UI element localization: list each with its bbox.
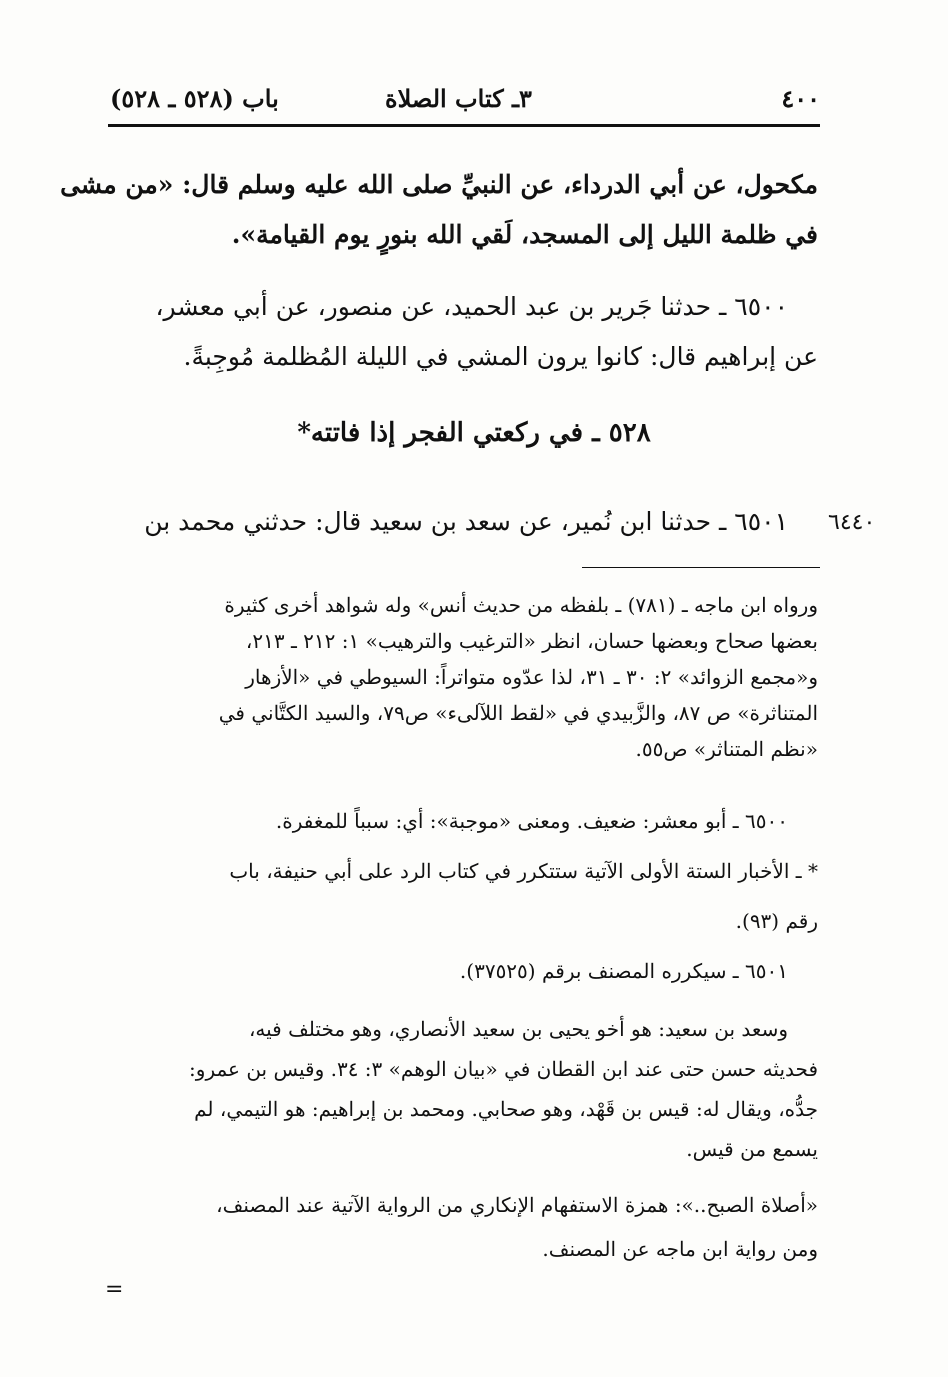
margin-number: ٦٤٤٠ [828,510,876,535]
main-line: في ظلمة الليل إلى المسجد، لَقي الله بنورٍ يوم القيامة». [231,220,818,249]
footnote-line: رقم (٩٣). [735,909,818,933]
footnote-line: ٦٥٠١ ـ سيكرره المصنف برقم (٣٧٥٢٥). [459,959,788,983]
page-number: ٤٠٠ [781,84,820,113]
chapter-heading: ٥٢٨ ـ في ركعتي الفجر إذا فاتته* [297,418,651,448]
hadith-6501-line: ٦٥٠١ ـ حدثنا ابن نُمير، عن سعد بن سعيد قال: حدثني محمد بن [144,507,788,536]
footnote-line: «نظم المتناثر» ص٥٥. [635,737,818,761]
chapter-range: باب (٥٢٨ ـ ٥٢٨) [110,84,279,113]
footnote-line: المتناثرة» ص ٨٧، والزَّبيدي في «لقط اللآلىء» ص٧٩، والسيد الكتَّاني في [218,701,818,725]
hadith-6500-line: عن إبراهيم قال: كانوا يرون المشي في الليلة المُظلمة مُوجِبةً. [183,342,818,371]
footnote-line: «أصلاة الصبح..»: همزة الاستفهام الإنكاري من الرواية الآتية عند المصنف، [216,1193,818,1217]
footnote-line: ومن رواية ابن ماجه عن المصنف. [542,1237,818,1261]
footnote-line: يسمع من قيس. [686,1137,818,1161]
footnote-line: وسعد بن سعيد: هو أخو يحيى بن سعيد الأنصاري، وهو مختلف فيه، [248,1017,788,1041]
running-title: ٣ـ كتاب الصلاة [385,84,532,113]
footnote-line: جدُّه، ويقال له: قيس بن قَهْد، وهو صحابي. ومحمد بن إبراهيم: هو التيمي، لم [194,1097,818,1121]
footnote-line: * ـ الأخبار الستة الأولى الآتية ستتكرر في كتاب الرد على أبي حنيفة، باب [229,859,818,883]
continuation-mark: = [105,1277,124,1302]
footnote-line: ٦٥٠٠ ـ أبو معشر: ضعيف. ومعنى «موجبة»: أي: سبباً للمغفرة. [275,809,788,833]
footnote-rule [582,567,820,568]
footnote-line: ورواه ابن ماجه ـ (٧٨١) ـ بلفظه من حديث أنس» وله شواهد أخرى كثيرة [224,593,818,617]
footnote-line: بعضها صحاح وبعضها حسان، انظر «الترغيب والترهيب» ١: ٢١٢ ـ ٢١٣، [245,629,818,653]
hadith-6500-line: ٦٥٠٠ ـ حدثنا جَرير بن عبد الحميد، عن منصور، عن أبي معشر، [155,292,788,321]
footnote-line: و«مجمع الزوائد» ٢: ٣٠ ـ ٣١، لذا عدّوه متواتراً: السيوطي في «الأزهار [245,665,818,689]
footnote-line: فحديثه حسن حتى عند ابن القطان في «بيان الوهم» ٣: ٣٤. وقيس بن عمرو: [189,1057,818,1081]
main-line: مكحول، عن أبي الدرداء، عن النبيِّ صلى الله عليه وسلم قال: «من مشى [60,170,818,199]
header-rule [108,124,820,127]
